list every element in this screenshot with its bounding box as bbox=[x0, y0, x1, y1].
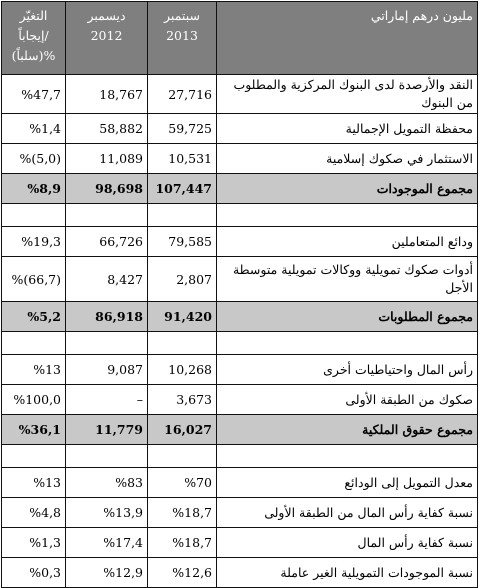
sep-2013-cell: %18,7 bbox=[148, 498, 217, 528]
row-label: الاستثمار في صكوك إسلامية bbox=[217, 144, 478, 174]
change-cell: %47,7 bbox=[2, 75, 66, 114]
row-label: ودائع المتعاملين bbox=[217, 227, 478, 257]
header-change-line3: (سلباً)% bbox=[11, 48, 56, 63]
dec-2012-cell: 11,089 bbox=[66, 144, 148, 174]
row-label: أدوات صكوك تمويلية ووكالات تمويلية متوسطة الأجل bbox=[217, 257, 478, 302]
table-row-total-assets bbox=[2, 174, 478, 204]
dec-2012-cell: %83 bbox=[66, 468, 148, 498]
row-label: مجموع حقوق الملكية bbox=[217, 415, 478, 445]
dec-2012-cell: 58,882 bbox=[66, 114, 148, 144]
dec-2012-cell: 11,779 bbox=[66, 415, 148, 445]
dec-2012-cell: 66,726 bbox=[66, 227, 148, 257]
spacer-cell bbox=[2, 332, 66, 355]
spacer-cell bbox=[2, 445, 66, 468]
change-cell: %(5,0) bbox=[2, 144, 66, 174]
sep-2013-cell: 59,725 bbox=[148, 114, 217, 144]
header-row bbox=[2, 2, 478, 75]
sep-2013-cell: 2,807 bbox=[148, 257, 217, 302]
table-row-capital-adequacy bbox=[2, 528, 478, 558]
change-cell: %5,2 bbox=[2, 302, 66, 332]
table-row-non-performing-financing bbox=[2, 558, 478, 588]
table-row-tier1-sukuk bbox=[2, 385, 478, 415]
dec-2012-cell: %13,9 bbox=[66, 498, 148, 528]
row-label: صكوك من الطبقة الأولى bbox=[217, 385, 478, 415]
sep-2013-cell: 79,585 bbox=[148, 227, 217, 257]
row-label: النقد والأرصدة لدى البنوك المركزية والمطلوب من البنوك bbox=[217, 75, 478, 114]
spacer-cell bbox=[66, 445, 148, 468]
sep-2013-cell: 91,420 bbox=[148, 302, 217, 332]
table-row-sukuk-instruments bbox=[2, 257, 478, 302]
dec-2012-cell: 8,427 bbox=[66, 257, 148, 302]
sep-2013-cell: 3,673 bbox=[148, 385, 217, 415]
dec-2012-cell: %12,9 bbox=[66, 558, 148, 588]
change-cell: %8,9 bbox=[2, 174, 66, 204]
sep-2013-cell: 107,447 bbox=[148, 174, 217, 204]
table-row-total-equity bbox=[2, 415, 478, 445]
row-label: نسبة كفاية رأس المال من الطبقة الأولى bbox=[217, 498, 478, 528]
header-dec-month: ديسمبر bbox=[87, 8, 126, 23]
change-cell: %13 bbox=[2, 355, 66, 385]
sep-2013-cell: 10,531 bbox=[148, 144, 217, 174]
sep-2013-cell: %18,7 bbox=[148, 528, 217, 558]
change-cell: %19,3 bbox=[2, 227, 66, 257]
change-cell: %1,4 bbox=[2, 114, 66, 144]
row-label: محفظة التمويل الإجمالية bbox=[217, 114, 478, 144]
spacer-row bbox=[2, 445, 478, 468]
dec-2012-cell: – bbox=[66, 385, 148, 415]
spacer-cell bbox=[148, 332, 217, 355]
spacer-cell bbox=[2, 204, 66, 227]
header-sep-year: 2013 bbox=[166, 28, 198, 43]
header-dec-year: 2012 bbox=[90, 28, 123, 43]
change-cell: %4,8 bbox=[2, 498, 66, 528]
spacer-cell bbox=[148, 204, 217, 227]
spacer-row bbox=[2, 332, 478, 355]
spacer-cell bbox=[217, 445, 478, 468]
header-dec-2012 bbox=[66, 2, 148, 75]
header-unit-label: مليون درهم إماراتي bbox=[217, 2, 478, 75]
header-sep-2013 bbox=[148, 2, 217, 75]
sep-2013-cell: %70 bbox=[148, 468, 217, 498]
row-label: معدل التمويل إلى الودائع bbox=[217, 468, 478, 498]
header-change-line2: إيجاباً/ bbox=[18, 28, 49, 43]
table-row-tier1-capital-adequacy bbox=[2, 498, 478, 528]
table-row-capital-reserves bbox=[2, 355, 478, 385]
header-sep-month: سبتمبر bbox=[164, 8, 200, 23]
row-label: رأس المال واحتياطيات أخرى bbox=[217, 355, 478, 385]
sep-2013-cell: 27,716 bbox=[148, 75, 217, 114]
table-row-total-liabilities bbox=[2, 302, 478, 332]
header-change bbox=[2, 2, 66, 75]
spacer-cell bbox=[217, 204, 478, 227]
dec-2012-cell: 18,767 bbox=[66, 75, 148, 114]
dec-2012-cell: 86,918 bbox=[66, 302, 148, 332]
row-label: نسبة كفاية رأس المال bbox=[217, 528, 478, 558]
table-row-financing-portfolio bbox=[2, 114, 478, 144]
dec-2012-cell: %17,4 bbox=[66, 528, 148, 558]
change-cell: %(66,7) bbox=[2, 257, 66, 302]
change-cell: %1,3 bbox=[2, 528, 66, 558]
sep-2013-cell: %12,6 bbox=[148, 558, 217, 588]
table-row-sukuk-investment bbox=[2, 144, 478, 174]
table-row-customer-deposits bbox=[2, 227, 478, 257]
change-cell: %13 bbox=[2, 468, 66, 498]
sep-2013-cell: 16,027 bbox=[148, 415, 217, 445]
table-row-financing-to-deposits bbox=[2, 468, 478, 498]
header-change-line1: التغيّر bbox=[19, 8, 48, 23]
change-cell: %36,1 bbox=[2, 415, 66, 445]
row-label: مجموع الموجودات bbox=[217, 174, 478, 204]
spacer-cell bbox=[148, 445, 217, 468]
spacer-cell bbox=[217, 332, 478, 355]
change-cell: %0,3 bbox=[2, 558, 66, 588]
dec-2012-cell: 9,087 bbox=[66, 355, 148, 385]
table-row-cash bbox=[2, 75, 478, 114]
dec-2012-cell: 98,698 bbox=[66, 174, 148, 204]
spacer-cell bbox=[66, 332, 148, 355]
row-label: مجموع المطلوبات bbox=[217, 302, 478, 332]
spacer-row bbox=[2, 204, 478, 227]
financial-table bbox=[1, 1, 478, 588]
change-cell: %100,0 bbox=[2, 385, 66, 415]
spacer-cell bbox=[66, 204, 148, 227]
row-label: نسبة الموجودات التمويلية الغير عاملة bbox=[217, 558, 478, 588]
sep-2013-cell: 10,268 bbox=[148, 355, 217, 385]
